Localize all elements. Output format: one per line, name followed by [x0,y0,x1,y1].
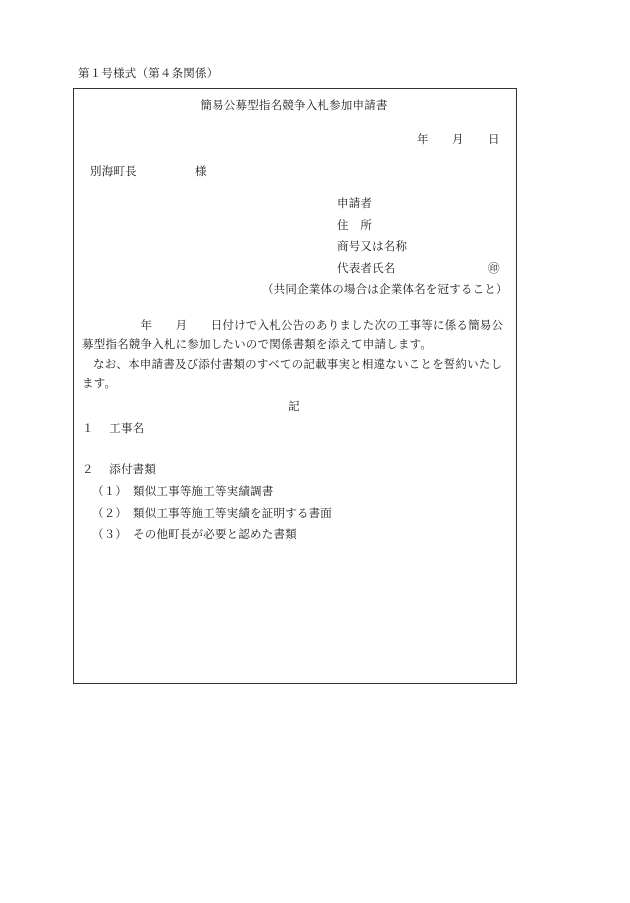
applicant-representative-label: 代表者氏名 [337,261,396,275]
attachment-item-3: （３） その他町長が必要と認めた書類 [92,527,297,541]
applicant-address-label: 住 所 [337,218,373,232]
body-paragraph-application: 年 月 日付けで入札公告のありました次の工事等に係る簡易公募型指名競争入札に参加したいので関係書類を添えて申請します。 [82,318,504,351]
honorific: 様 [195,164,207,178]
date-day-label: 日 [488,132,500,146]
document-title: 簡易公募型指名競争入札参加申請書 [200,98,388,112]
date-month-label: 月 [452,132,464,146]
body-paragraph-pledge: なお、本申請書及び添付書類のすべての記載事実と相違ないことを誓約いたします。 [82,357,503,390]
applicant-heading: 申請者 [337,196,373,210]
joint-venture-note: （共同企業体の場合は企業体名を冠すること） [262,282,508,296]
date-year-label: 年 [417,132,429,146]
applicant-company-label: 商号又は名称 [337,239,408,253]
addressee: 別海町長 [90,164,137,178]
item-attached-documents: ２ 添付書類 [82,462,157,476]
attachment-item-1: （１） 類似工事等施工等実績調書 [92,484,274,498]
seal-mark: ㊞ [488,261,500,275]
attachment-item-2: （２） 類似工事等施工等実績を証明する書面 [92,506,332,520]
item-construction-name: １ 工事名 [82,421,145,435]
form-number-label: 第１号様式（第４条関係） [78,66,219,80]
ki-heading: 記 [288,399,300,413]
